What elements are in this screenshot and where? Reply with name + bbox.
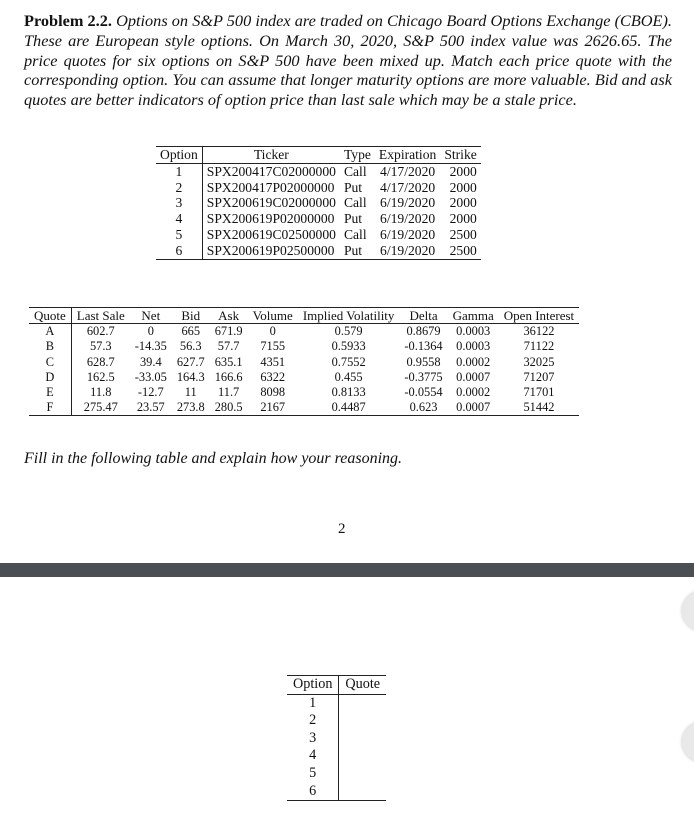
table-cell: -0.1364 xyxy=(404,339,443,354)
quotes-table-header: Delta xyxy=(399,308,447,324)
table-cell: 4/17/2020 xyxy=(380,179,436,195)
table-cell xyxy=(339,730,386,748)
table-row xyxy=(29,400,579,416)
table-cell: 71122 xyxy=(523,339,555,354)
table-row xyxy=(156,163,481,179)
table-row xyxy=(29,355,579,370)
table-cell: 2000 xyxy=(449,195,477,211)
options-table-header: Strike xyxy=(440,147,480,164)
table-cell: 0.8679 xyxy=(406,324,441,339)
table-cell: 0.0007 xyxy=(448,400,499,416)
table-cell xyxy=(339,765,386,783)
table-row xyxy=(156,243,481,259)
table-cell: Call xyxy=(343,195,367,211)
table-cell: 0.579 xyxy=(334,324,363,339)
table-cell: 36122 xyxy=(523,324,555,339)
table-cell: 627.7 xyxy=(176,354,205,369)
table-cell: 0.623 xyxy=(399,400,447,416)
table-cell: Put xyxy=(340,243,375,259)
table-cell: 11 xyxy=(184,385,197,400)
table-cell: A xyxy=(29,324,71,340)
options-table-header: Ticker xyxy=(202,147,340,164)
table-cell xyxy=(339,694,386,712)
options-table xyxy=(156,146,481,260)
table-cell: 273.8 xyxy=(172,400,210,416)
table-cell: D xyxy=(29,370,71,385)
table-row xyxy=(29,339,579,354)
table-cell xyxy=(339,712,386,730)
quotes-table-header: Last Sale xyxy=(71,308,130,324)
table-cell: -33.05 xyxy=(134,369,167,384)
table-cell: 4 xyxy=(287,747,339,765)
problem-label: Problem 2.2. xyxy=(24,11,112,30)
table-row xyxy=(287,783,386,801)
quotes-table-header: Quote xyxy=(29,308,71,324)
table-cell: 3 xyxy=(287,730,339,748)
table-row xyxy=(287,747,386,765)
table-cell xyxy=(339,747,386,765)
table-cell: 166.6 xyxy=(214,369,243,384)
table-cell: 164.3 xyxy=(176,369,205,384)
table-row xyxy=(287,730,386,748)
table-row xyxy=(29,324,579,340)
table-cell: SPX200619P02000000 xyxy=(206,211,335,227)
table-cell: SPX200417P02000000 xyxy=(206,179,335,195)
answer-table-header: Quote xyxy=(339,676,386,695)
quotes-table-header: Volume xyxy=(248,308,298,324)
table-cell: 8098 xyxy=(260,385,286,400)
table-cell: SPX200619C02000000 xyxy=(206,195,336,211)
table-cell: 2500 xyxy=(449,226,477,242)
table-cell: 280.5 xyxy=(210,400,248,416)
table-cell: 6/19/2020 xyxy=(380,211,436,227)
table-cell: 6 xyxy=(287,783,339,801)
table-cell: 0.4487 xyxy=(298,400,400,416)
table-row xyxy=(287,694,386,712)
table-cell: F xyxy=(29,400,71,416)
table-cell: 11.8 xyxy=(90,385,112,400)
table-cell: 56.3 xyxy=(179,339,202,354)
table-row xyxy=(287,765,386,783)
quotes-table-header: Bid xyxy=(172,308,210,324)
table-cell: 0.0002 xyxy=(456,354,491,369)
table-cell: 628.7 xyxy=(86,354,115,369)
table-cell: -14.35 xyxy=(134,339,167,354)
table-cell: 0.5933 xyxy=(331,339,366,354)
table-cell: 635.1 xyxy=(214,354,243,369)
table-cell: 57.3 xyxy=(89,339,112,354)
table-cell: 0.9558 xyxy=(406,354,441,369)
table-cell: SPX200619C02500000 xyxy=(206,226,336,242)
table-cell: 2500 xyxy=(440,243,480,259)
table-cell: 3 xyxy=(156,195,202,211)
table-cell: Call xyxy=(343,226,367,242)
table-cell: 275.47 xyxy=(71,400,130,416)
table-cell: 0.0003 xyxy=(456,324,491,339)
table-cell: 57.7 xyxy=(217,339,240,354)
table-cell: 0 xyxy=(147,324,154,339)
table-cell: 4351 xyxy=(260,354,286,369)
table-cell: 4/17/2020 xyxy=(380,163,436,179)
table-cell: 2000 xyxy=(449,179,477,195)
table-cell: 6/19/2020 xyxy=(380,195,436,211)
table-cell: 39.4 xyxy=(139,354,162,369)
table-cell: 0.455 xyxy=(334,369,363,384)
quotes-table-header: Net xyxy=(130,308,172,324)
table-cell: 1 xyxy=(156,163,202,179)
table-row xyxy=(156,195,481,211)
table-cell: 0.0002 xyxy=(456,385,491,400)
answer-table xyxy=(287,675,386,801)
table-cell: 0.7552 xyxy=(331,354,366,369)
options-table-header: Type xyxy=(340,147,375,164)
answer-table-header: Option xyxy=(287,676,339,695)
table-cell: 0.0007 xyxy=(456,369,491,384)
table-cell: 671.9 xyxy=(214,324,243,339)
quotes-table-header: Ask xyxy=(210,308,248,324)
page-2 xyxy=(0,577,694,818)
table-row xyxy=(156,211,481,227)
table-cell: 11.7 xyxy=(218,385,240,400)
quotes-table-header: Open Interest xyxy=(499,308,579,324)
page-separator xyxy=(0,563,694,577)
table-cell: 51442 xyxy=(499,400,579,416)
table-row xyxy=(156,180,481,196)
page-number: 2 xyxy=(338,521,346,537)
table-cell: 7155 xyxy=(260,339,286,354)
table-cell: 0.0003 xyxy=(456,339,491,354)
table-cell: Put xyxy=(343,211,363,227)
table-row xyxy=(156,227,481,243)
options-table-header: Option xyxy=(156,147,202,164)
table-cell: SPX200417C02000000 xyxy=(206,163,336,179)
quotes-table xyxy=(29,307,579,416)
problem-text: Options on S&P 500 index are traded on Chicago Board Options Exchange (CBOE). These are European style options. On March 30, 2020, S&P 500 index value was 2626.65. The price quotes for six options on S&P 500 have been mixed up. Match each price quote with the corresponding option. You can assume that longer maturity options are more valuable. Bid and ask quotes are better indicators of option price than last sale which may be a stale price. xyxy=(24,11,672,110)
table-cell: 1 xyxy=(287,694,339,712)
quotes-table-header: Implied Volatility xyxy=(298,308,400,324)
table-cell: 32025 xyxy=(523,354,555,369)
table-cell: E xyxy=(29,385,71,400)
options-table-header: Expiration xyxy=(375,147,440,164)
table-cell: 23.57 xyxy=(130,400,172,416)
table-row xyxy=(29,385,579,400)
quotes-table-header: Gamma xyxy=(448,308,499,324)
table-cell: 6/19/2020 xyxy=(375,243,440,259)
table-cell: 162.5 xyxy=(86,369,115,384)
table-cell: -0.0554 xyxy=(404,385,443,400)
table-cell: C xyxy=(29,355,71,370)
table-cell: 6322 xyxy=(260,369,286,384)
table-cell: 2000 xyxy=(449,163,477,179)
table-cell: 71701 xyxy=(523,385,555,400)
table-cell xyxy=(339,783,386,801)
table-cell: Put xyxy=(343,179,363,195)
table-cell: 2 xyxy=(156,180,202,196)
instruction-text: Fill in the following table and explain how your reasoning. xyxy=(24,450,403,467)
table-cell: 4 xyxy=(156,211,202,227)
table-cell: 2 xyxy=(287,712,339,730)
table-cell: -12.7 xyxy=(137,385,164,400)
table-cell: 2000 xyxy=(449,211,477,227)
table-cell: -0.3775 xyxy=(404,369,443,384)
table-cell: 5 xyxy=(287,765,339,783)
problem-statement xyxy=(24,11,672,110)
table-cell: 0 xyxy=(269,324,276,339)
table-cell: 0.8133 xyxy=(331,385,366,400)
table-cell: 6 xyxy=(156,243,202,259)
table-cell: 665 xyxy=(181,324,201,339)
table-cell: 71207 xyxy=(523,369,555,384)
table-cell: SPX200619P02500000 xyxy=(202,243,340,259)
table-cell: B xyxy=(29,339,71,354)
table-cell: 6/19/2020 xyxy=(380,226,436,242)
table-cell: 2167 xyxy=(248,400,298,416)
table-cell: 602.7 xyxy=(86,324,115,339)
table-cell: Call xyxy=(343,163,367,179)
table-row xyxy=(287,712,386,730)
table-cell: 5 xyxy=(156,227,202,243)
table-row xyxy=(29,370,579,385)
